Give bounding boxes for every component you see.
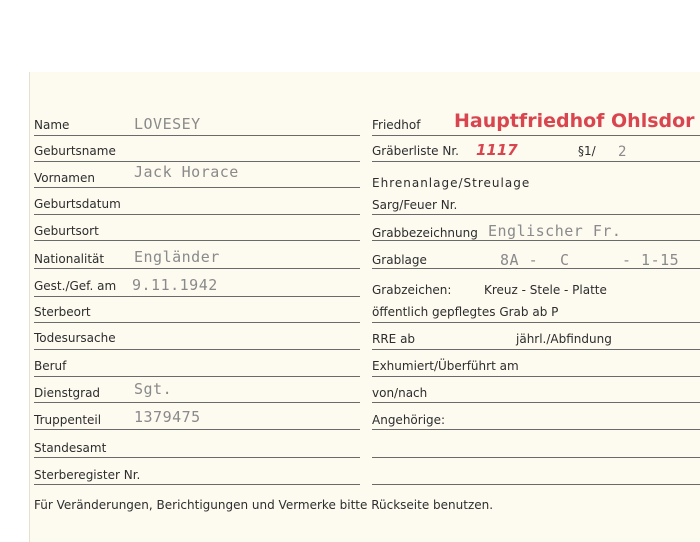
grabbezeichnung-value: Englischer Fr. (488, 222, 622, 240)
gest-value: 9.11.1942 (132, 276, 218, 294)
rule (34, 240, 360, 241)
grablage-part-3: - 1-15 (622, 251, 680, 269)
graeberliste-value: 1117 (476, 141, 518, 159)
sterberegister-label: Sterberegister Nr. (34, 468, 141, 482)
truppenteil-label: Truppenteil (34, 413, 102, 427)
grablage-label: Grablage (372, 253, 427, 267)
sarg-label: Sarg/Feuer Nr. (372, 198, 458, 212)
vornamen-value: Jack Horace (134, 163, 239, 181)
rule (34, 322, 360, 323)
grablage-part-1: 8A - (500, 251, 539, 269)
rule (34, 214, 360, 215)
rule (372, 161, 700, 162)
sterbeort-label: Sterbeort (34, 305, 91, 319)
rule (372, 135, 700, 136)
footer-note: Für Veränderungen, Berichtigungen und Vermerke bitte Rückseite benutzen. (34, 498, 494, 512)
rule (34, 402, 360, 403)
friedhof-stamp: Hauptfriedhof Ohlsdor (454, 110, 695, 132)
grablage-part-2: C (560, 251, 570, 269)
exhumiert-label: Exhumiert/Überführt am (372, 359, 519, 373)
rule (372, 429, 700, 430)
gest-label: Gest./Gef. am (34, 279, 117, 293)
grabbezeichnung-label: Grabbezeichnung (372, 226, 478, 240)
dienstgrad-value: Sgt. (134, 380, 173, 398)
rule (372, 402, 700, 403)
geburtsdatum-label: Geburtsdatum (34, 197, 121, 211)
rule (34, 349, 360, 350)
rule (34, 161, 360, 162)
rule (372, 240, 700, 241)
standesamt-label: Standesamt (34, 441, 107, 455)
section-value: 2 (618, 144, 627, 160)
record-card (30, 72, 700, 542)
rule (34, 429, 360, 430)
rule (34, 296, 360, 297)
name-value: LOVESEY (134, 115, 201, 133)
vonnach-label: von/nach (372, 386, 428, 400)
nationalitaet-value: Engländer (134, 248, 220, 266)
gepflegt-label: öffentlich gepflegtes Grab ab P (372, 305, 559, 319)
rule (372, 214, 700, 215)
rule (372, 268, 700, 269)
rule (372, 376, 700, 377)
rre-label: RRE ab (372, 332, 416, 346)
rre-value-label: jährl./Abfindung (516, 332, 612, 346)
rule (372, 457, 700, 458)
rule (34, 376, 360, 377)
todesursache-label: Todesursache (34, 331, 116, 345)
rule (34, 268, 360, 269)
rule (372, 322, 700, 323)
nationalitaet-label: Nationalität (34, 252, 105, 266)
name-label: Name (34, 118, 70, 132)
vornamen-label: Vornamen (34, 171, 95, 185)
rule (34, 187, 360, 188)
friedhof-label: Friedhof (372, 118, 421, 132)
grabzeichen-label: Grabzeichen: (372, 283, 452, 297)
rule (34, 457, 360, 458)
geburtsort-label: Geburtsort (34, 224, 99, 238)
geburtsname-label: Geburtsname (34, 144, 116, 158)
grabzeichen-options: Kreuz - Stele - Platte (484, 283, 607, 297)
rule (34, 135, 360, 136)
rule (372, 484, 700, 485)
beruf-label: Beruf (34, 359, 67, 373)
ehrenanlage-label: Ehrenanlage/Streulage (372, 176, 531, 190)
dienstgrad-label: Dienstgrad (34, 386, 101, 400)
section-label: §1/ (578, 144, 596, 158)
angehoerige-label: Angehörige: (372, 413, 446, 427)
rule (372, 349, 700, 350)
rule (34, 484, 360, 485)
truppenteil-value: 1379475 (134, 408, 201, 426)
graeberliste-label: Gräberliste Nr. (372, 144, 459, 158)
